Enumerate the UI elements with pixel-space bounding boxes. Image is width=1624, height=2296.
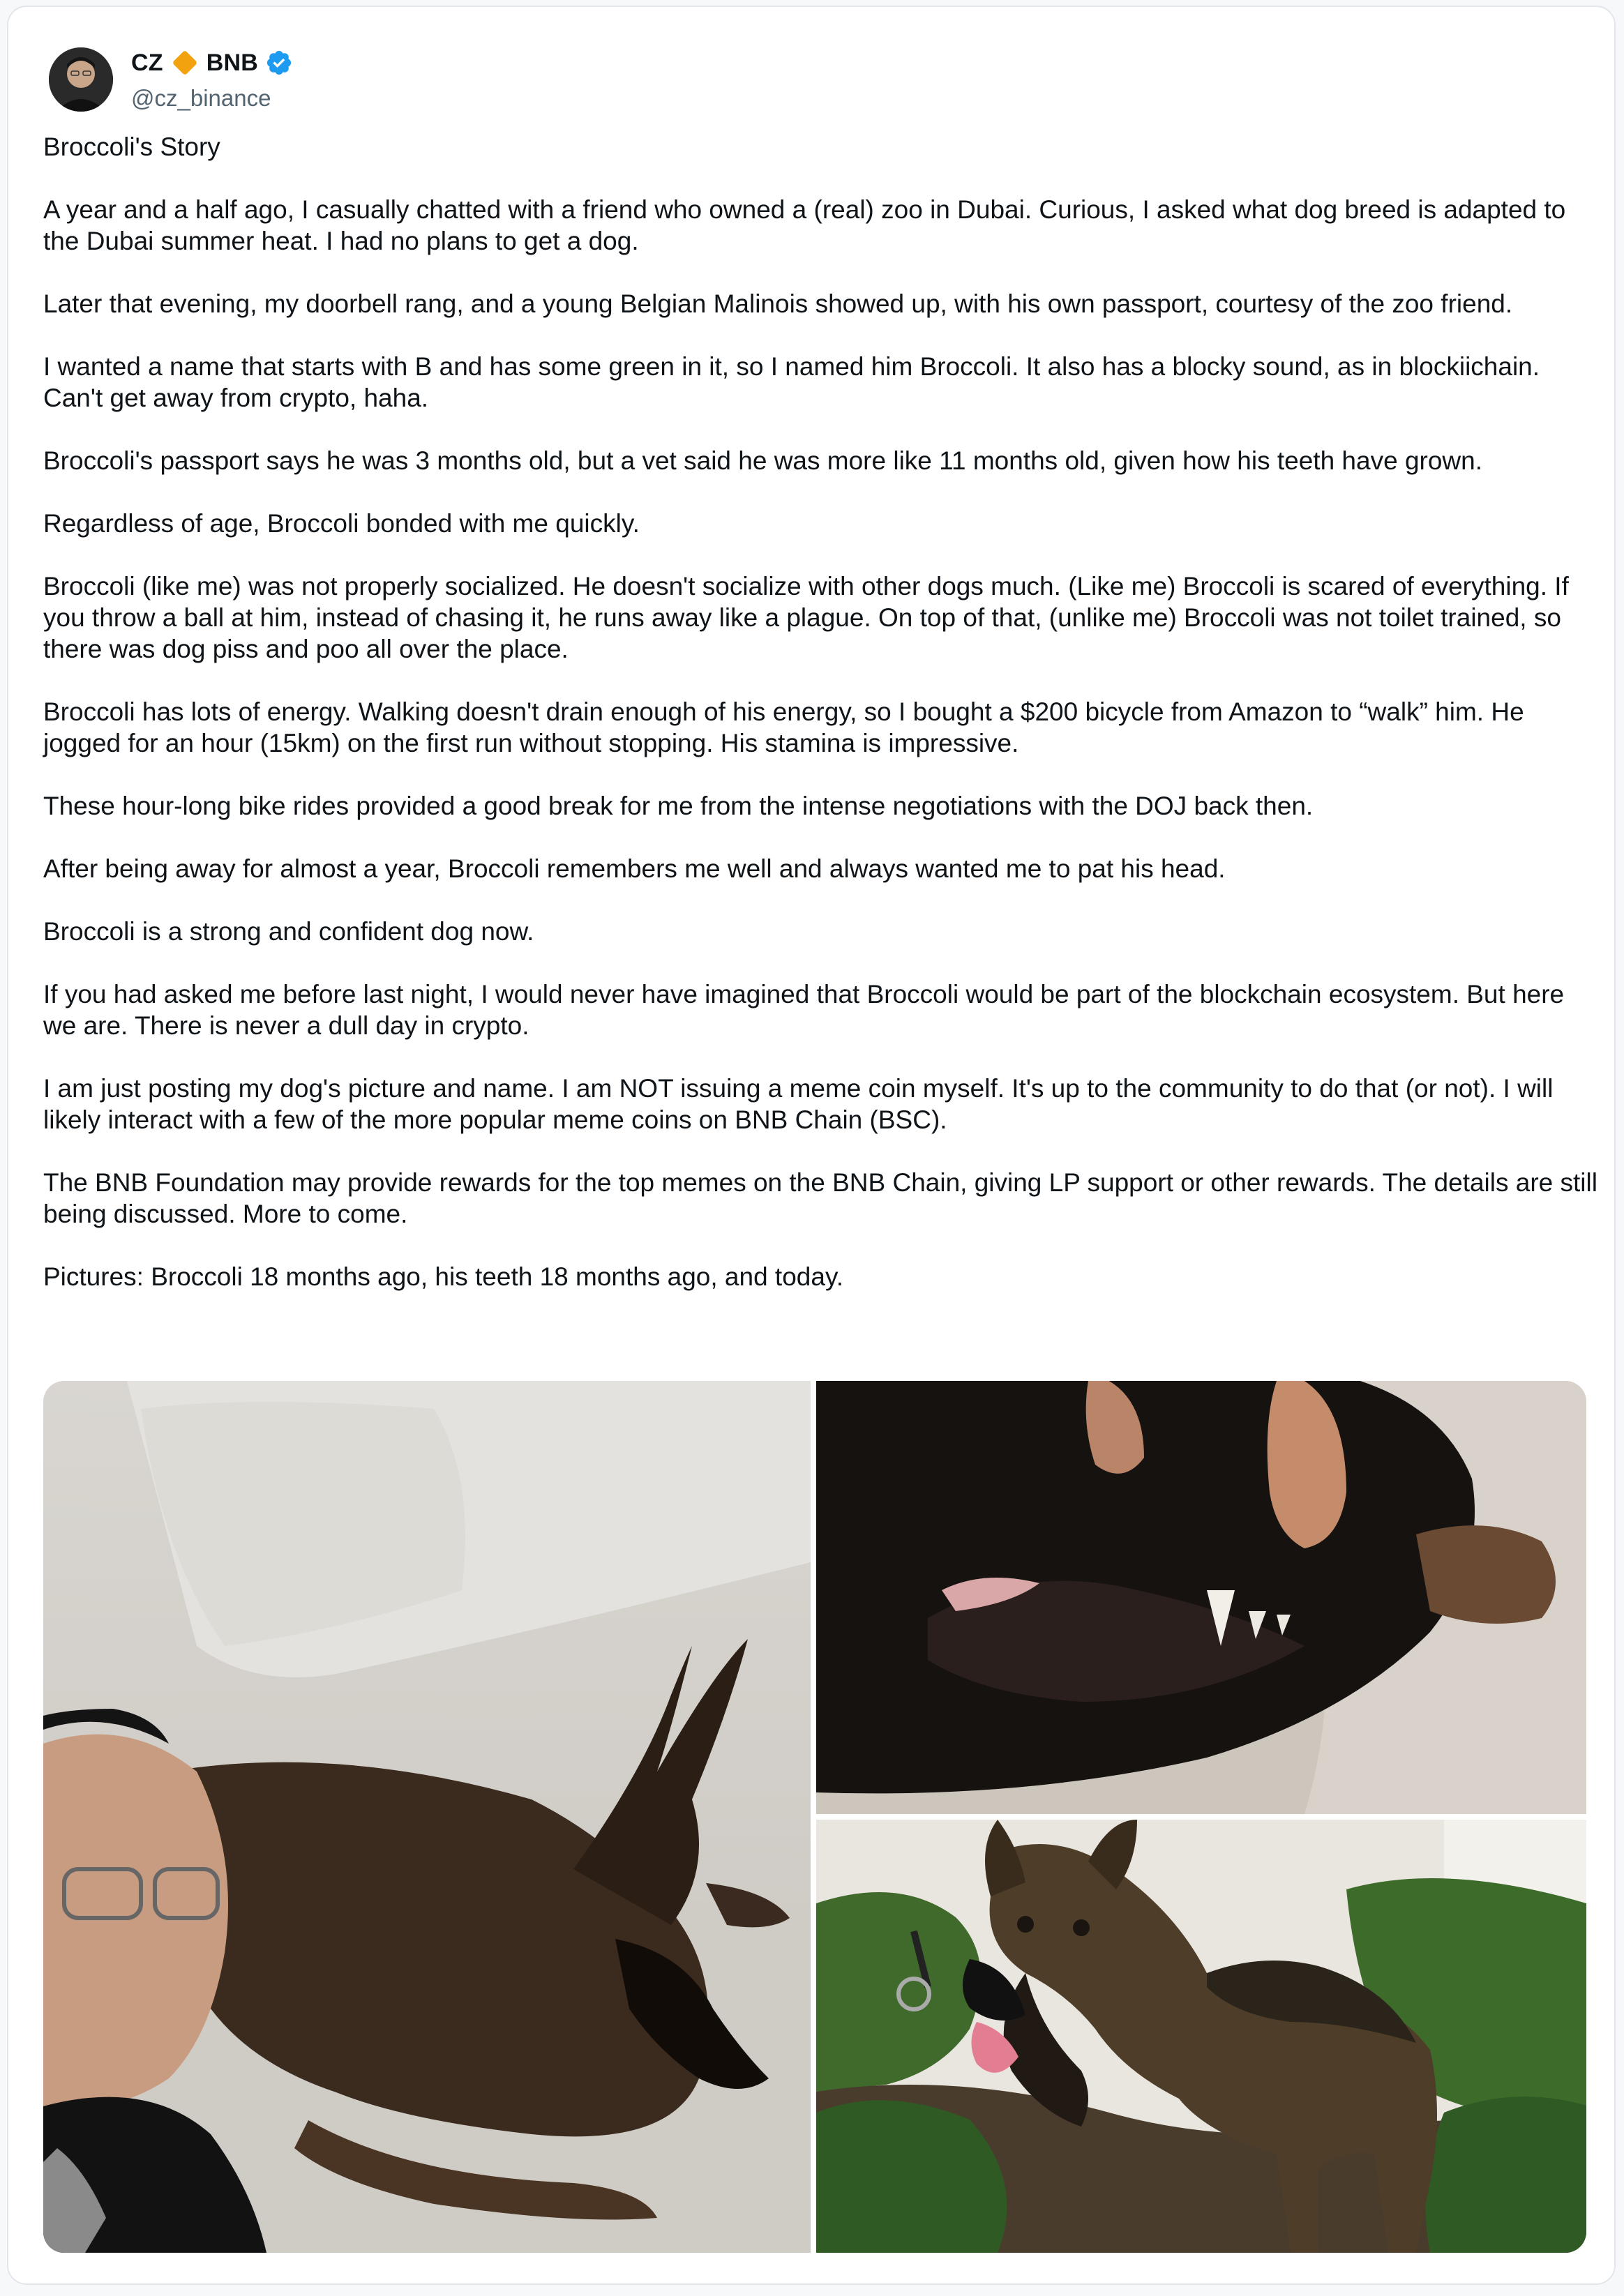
post-body — [43, 131, 1599, 1324]
post-paragraph: I wanted a name that starts with B and has some green in it, so I named him Broccoli. It also has a blocky sound, as in blockiichain. Can't get away from crypto, haha. — [43, 352, 1540, 412]
avatar[interactable] — [49, 47, 113, 112]
badge-text: BNB — [206, 49, 258, 76]
photo-dog-today[interactable] — [816, 1820, 1586, 2253]
post-paragraph: Broccoli has lots of energy. Walking doesn't drain enough of his energy, so I bought a $200 bicycle from Amazon to “walk” him. He jogged for an hour (15km) on the first run without stopping. His stamina is impressive. — [43, 697, 1524, 757]
media-grid — [43, 1381, 1586, 2253]
display-name[interactable]: CZ — [131, 49, 163, 76]
post-paragraph: Regardless of age, Broccoli bonded with me quickly. — [43, 509, 640, 538]
photo-puppy-on-couch[interactable] — [43, 1381, 811, 2253]
post-paragraph: I am just posting my dog's picture and name. I am NOT issuing a meme coin myself. It's up to the community to do that (or not). I will likely interact with a few of the more popular meme coins on BNB Chain (BSC). — [43, 1074, 1554, 1134]
post-paragraph: The BNB Foundation may provide rewards for the top memes on the BNB Chain, giving LP support or other rewards. The details are still being discussed. More to come. — [43, 1168, 1597, 1228]
post-paragraph: Broccoli (like me) was not properly socialized. He doesn't socialize with other dogs much. (Like me) Broccoli is scared of everything. If you throw a ball at him, instead of chasing it, he runs away like a plague. On top of that, (unlike me) Broccoli was not toilet trained, so there was dog piss and poo all over the place. — [43, 572, 1569, 663]
verified-badge-icon — [265, 49, 293, 77]
post-paragraph: A year and a half ago, I casually chatted with a friend who owned a (real) zoo in Dubai. Curious, I asked what dog breed is adapted to the Dubai summer heat. I had no plans to get a dog. — [43, 195, 1566, 255]
post-paragraph: Broccoli's passport says he was 3 months old, but a vet said he was more like 11 months old, given how his teeth have grown. — [43, 446, 1483, 475]
bnb-diamond-icon — [172, 50, 197, 76]
post-card — [7, 6, 1616, 2285]
photo-teeth-closeup[interactable] — [816, 1381, 1586, 1814]
post-paragraph: After being away for almost a year, Broccoli remembers me well and always wanted me to pat his head. — [43, 854, 1226, 883]
name-row — [131, 45, 550, 81]
dog-teeth-photo-icon — [816, 1381, 1586, 1814]
dog-photo-icon — [43, 1381, 811, 2253]
dog-today-photo-icon — [816, 1820, 1586, 2253]
post-paragraph: Broccoli is a strong and confident dog now. — [43, 917, 534, 946]
post-paragraph: If you had asked me before last night, I would never have imagined that Broccoli would be part of the blockchain ecosystem. But here we are. There is never a dull day in crypto. — [43, 980, 1565, 1040]
post-paragraph: Pictures: Broccoli 18 months ago, his teeth 18 months ago, and today. — [43, 1262, 843, 1291]
avatar-image — [49, 47, 113, 112]
post-paragraph: These hour-long bike rides provided a good break for me from the intense negotiations with the DOJ back then. — [43, 792, 1314, 820]
author-names — [131, 45, 550, 112]
post-paragraph: Later that evening, my doorbell rang, and a young Belgian Malinois showed up, with his own passport, courtesy of the zoo friend. — [43, 289, 1513, 318]
author-handle[interactable]: @cz_binance — [131, 85, 271, 111]
post-paragraph-title: Broccoli's Story — [43, 133, 220, 161]
